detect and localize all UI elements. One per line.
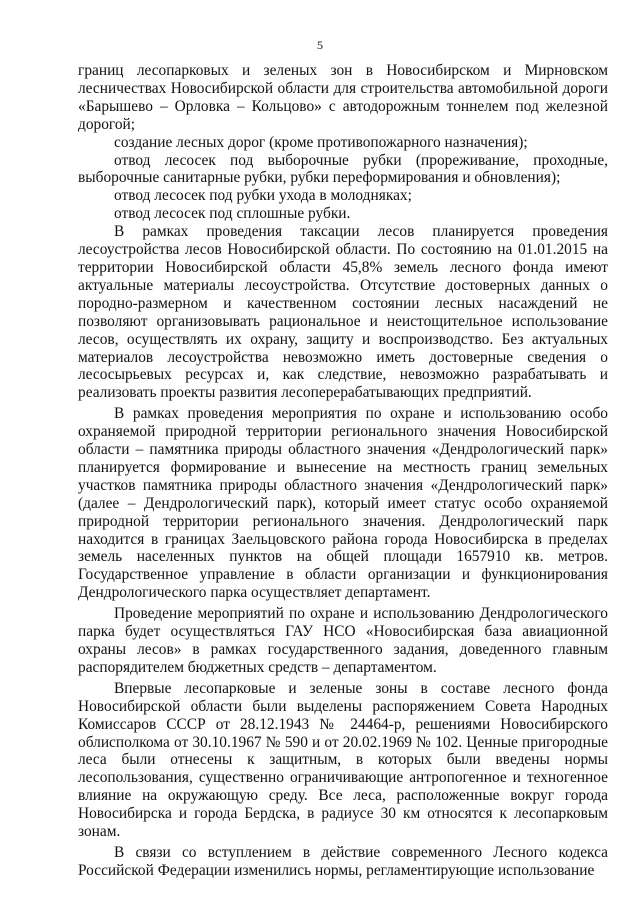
page-number: 5 [317,38,323,52]
paragraph-dendrological-park: В рамках проведения мероприятия по охране и использованию особо охраняемой природной территории регионального значения Новосибирской области – памятника природы областного значения «Дендрологический парк» планируется формирование и вынесение на местность границ земельных участков памятника природы областного значения «Дендрологический парк» (далее – Дендрологический парк), который имеет статус особо охраняемой природной территории регионального значения. Дендрологический парк находится в границах Заельцовского района города Новосибирска в пределах земель населенных пунктов на общей площади 1657910 кв. метров. Государственное управление в области организации и функционирования Дендрологического парка осуществляет департамент. [78,405,608,602]
paragraph-park-management: Проведение мероприятий по охране и использованию Дендрологического парка будет осуществляться ГАУ НСО «Новосибирская база авиационной охраны лесов» в рамках государственного задания, доведенного главным распорядителем бюджетных средств – департаментом. [78,605,608,676]
list-item-clear-cuttings: отвод лесосек под сплошные рубки. [114,205,351,223]
paragraph-forest-park-zones: Впервые лесопарковые и зеленые зоны в составе лесного фонда Новосибирской области были выделены распоряжением Совета Народных Комиссаров СССР от 28.12.1943 № 24464-р, решениями Новосибирского облисполкома от 30.10.1967 № 590 и от 20.02.1969 № 102. Ценные пригородные леса были отнесены к защитным, в которых были введены нормы лесопользования, существенно ограничивающие антропогенное и техногенное влияние на окружающую среду. Все леса, расположенные вокруг города Новосибирска и города Бердска, в радиусе 30 км относятся к лесопарковым зонам. [78,679,608,841]
list-item-selective-cuttings: отвод лесосек под выборочные рубки (прореживание, проходные, выборочные санитарные рубки, рубки переформирования и обновления); [78,151,608,187]
paragraph-continuation: границ лесопарковых и зеленых зон в Новосибирском и Мирновском лесничествах Новосибирской области для строительства автомобильной дороги «Барышево – Орловка – Кольцово» с автодорожным тоннелем под железной дорогой; [78,62,608,133]
paragraph-forest-code: В связи со вступлением в действие современного Лесного кодекса Российской Федерации изменились нормы, регламентирующие использование [78,843,608,879]
list-item-young-stands: отвод лесосек под рубки ухода в молодняках; [114,187,412,205]
list-item-forest-roads: создание лесных дорог (кроме противопожарного назначения); [114,133,528,151]
paragraph-forest-inventory: В рамках проведения таксации лесов планируется проведения лесоустройства лесов Новосибирской области. По состоянию на 01.01.2015 на территории Новосибирской области 45,8% земель лесного фонда имеют актуальные материалы лесоустройства. Отсутствие достоверных данных о породно-размерном и качественном состоянии лесных насаждений не позволяют организовывать рациональное и неистощительное использование лесов, осуществлять их охрану, защиту и воспроизводство. Без актуальных материалов лесоустройства невозможно иметь достоверные сведения о лесосырьевых ресурсах и, как следствие, невозможно разрабатывать и реализовать проекты развития лесоперерабатывающих предприятий. [78,223,608,402]
body-text [78,62,608,880]
